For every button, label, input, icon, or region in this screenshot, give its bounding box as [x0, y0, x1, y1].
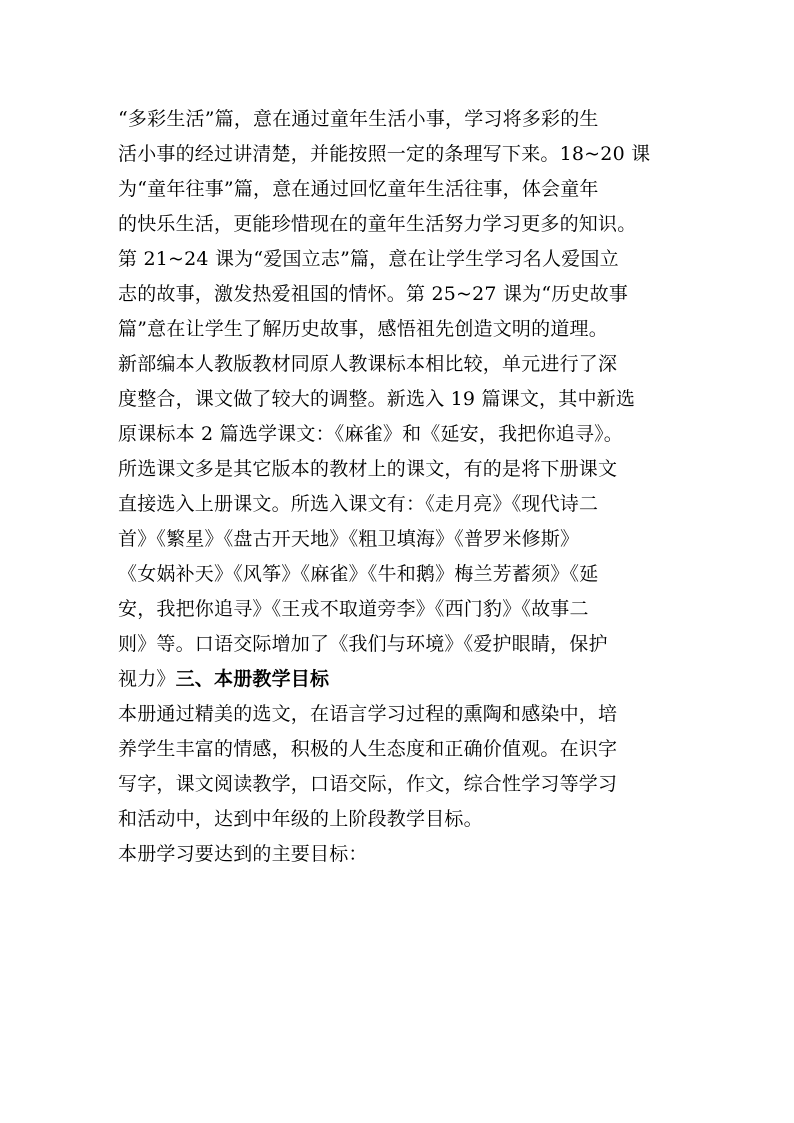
text-line: 活小事的经过讲清楚，并能按照一定的条理写下来。18~20 课	[118, 143, 651, 165]
text-line: 为“童年往事”篇，意在通过回忆童年生活往事，体会童年	[118, 178, 599, 200]
text-line: 《女娲补天》《风筝》《麻雀》《牛和鹅》梅兰芳蓄须》《延	[118, 563, 599, 585]
text-line: 本册学习要达到的主要目标：	[118, 843, 368, 865]
section-heading-line	[118, 662, 698, 697]
text-line: 篇”意在让学生了解历史故事，感悟祖先创造文明的道理。	[118, 318, 608, 340]
text-line: 则》等。口语交际增加了《我们与环境》《爱护眼睛，保护	[118, 633, 608, 655]
text-line: 原课标本 2 篇选学课文：《麻雀》和《延安，我把你追寻》。	[118, 423, 623, 445]
text-line: 第 21~24 课为“爱国立志”篇，意在让学生学习名人爱国立	[118, 248, 619, 270]
text-line: 养学生丰富的情感，积极的人生态度和正确价值观。在识字	[118, 738, 618, 760]
text-line: 所选课文多是其它版本的教材上的课文，有的是将下册课文	[118, 458, 618, 480]
text-line: 度整合，课文做了较大的调整。新选入 19 篇课文，其中新选	[118, 388, 636, 410]
text-line: 写字，课文阅读教学，口语交际，作文，综合性学习等学习	[118, 773, 618, 795]
text-line: “多彩生活”篇，意在通过童年生活小事，学习将多彩的生	[118, 108, 599, 130]
text-line: 直接选入上册课文。所选入课文有：《走月亮》《现代诗二	[118, 493, 599, 515]
text-line: 的快乐生活，更能珍惜现在的童年生活努力学习更多的知识。	[118, 213, 637, 235]
text-fragment: 视力》	[118, 668, 176, 690]
text-line: 首》《繁星》《盘古开天地》《粗卫填海》《普罗米修斯》	[118, 528, 580, 550]
text-line: 新部编本人教版教材同原人教课标本相比较，单元进行了深	[118, 353, 618, 375]
text-line: 志的故事，激发热爱祖国的情怀。第 25~27 课为“历史故事	[118, 283, 629, 305]
body-text	[118, 102, 698, 872]
text-line: 和活动中，达到中年级的上阶段教学目标。	[118, 808, 483, 830]
text-line: 安，我把你追寻》《王戎不取道旁李》《西门豹》《故事二	[118, 598, 589, 620]
section-heading: 三、本册教学目标	[175, 668, 330, 690]
text-line: 本册通过精美的选文，在语言学习过程的熏陶和感染中，培	[118, 703, 618, 725]
